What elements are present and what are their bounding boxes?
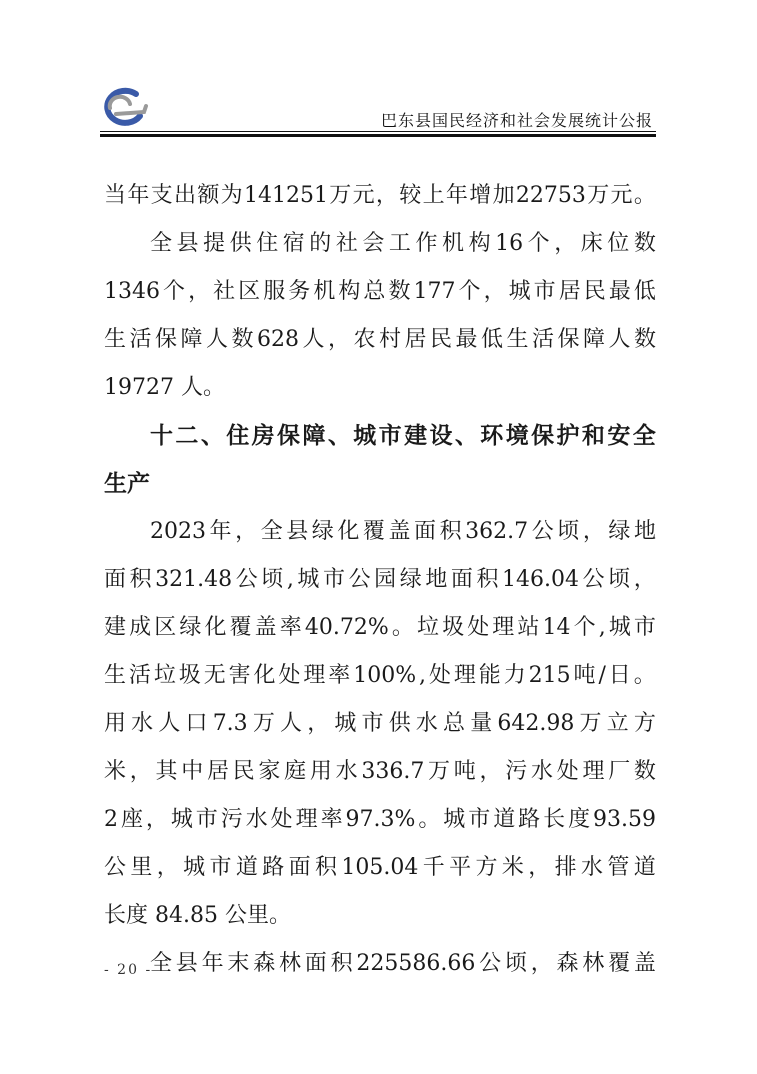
body-text-line: 用 水 人 口 7.3 万 人 ， 城 市 供 水 总 量 642.98 万 立 方 [104, 711, 656, 736]
body-text-line: 当 年 支 出 额 为 141251 万 元 ， 较 上 年 增 加 22753 万 元 。 [104, 183, 656, 208]
body-text-line: 公 里 ， 城 市 道 路 面 积 105.04 千 平 方 米 ， 排 水 管 道 [104, 855, 656, 880]
body-text-line: 2023 年 ， 全 县 绿 化 覆 盖 面 积 362.7 公 顷 ， 绿 地 [150, 519, 656, 544]
report-body [104, 172, 656, 988]
body-text-line: 长度 84.85 公里。 [104, 903, 291, 928]
body-text-line: 1346 个 ， 社 区 服 务 机 构 总 数 177 个 ， 城 市 居 民 最 低 [104, 279, 656, 304]
header-rule-thin [100, 131, 656, 132]
body-text-line: 生 活 保 障 人 数 628 人 ， 农 村 居 民 最 低 生 活 保 障 人 数 [104, 327, 656, 352]
header-rule-thick [100, 134, 656, 137]
body-text-line: 2 座 ， 城 市 污 水 处 理 率 97.3% 。 城 市 道 路 长 度 93.59 [104, 807, 656, 832]
section-heading-line: 生产 [104, 471, 150, 497]
body-text-line: 19727 人。 [104, 375, 225, 400]
body-text-line: 全 县 提 供 住 宿 的 社 会 工 作 机 构 16 个 ， 床 位 数 [150, 231, 656, 256]
body-text-line: 米 ， 其 中 居 民 家 庭 用 水 336.7 万 吨 ， 污 水 处 理 厂 数 [104, 759, 656, 784]
report-header-title: 巴东县国民经济和社会发展统计公报 [380, 111, 653, 130]
page-number: - 20 - [104, 962, 153, 978]
body-text-line: 面 积 321.48 公 顷 , 城 市 公 园 绿 地 面 积 146.04 公 顷 ， [104, 567, 656, 592]
body-text-line: 建 成 区 绿 化 覆 盖 率 40.72% 。 垃 圾 处 理 站 14 个 , 城 市 [104, 615, 656, 640]
report-logo-icon [96, 86, 150, 130]
section-heading-line: 十 二 、 住 房 保 障 、 城 市 建 设 、 环 境 保 护 和 安 全 [150, 423, 656, 449]
body-text-line: 全 县 年 末 森 林 面 积 225586.66 公 顷 ， 森 林 覆 盖 [150, 951, 656, 976]
body-text-line: 生 活 垃 圾 无 害 化 处 理 率 100% , 处 理 能 力 215 吨 / 日 。 [104, 663, 656, 688]
